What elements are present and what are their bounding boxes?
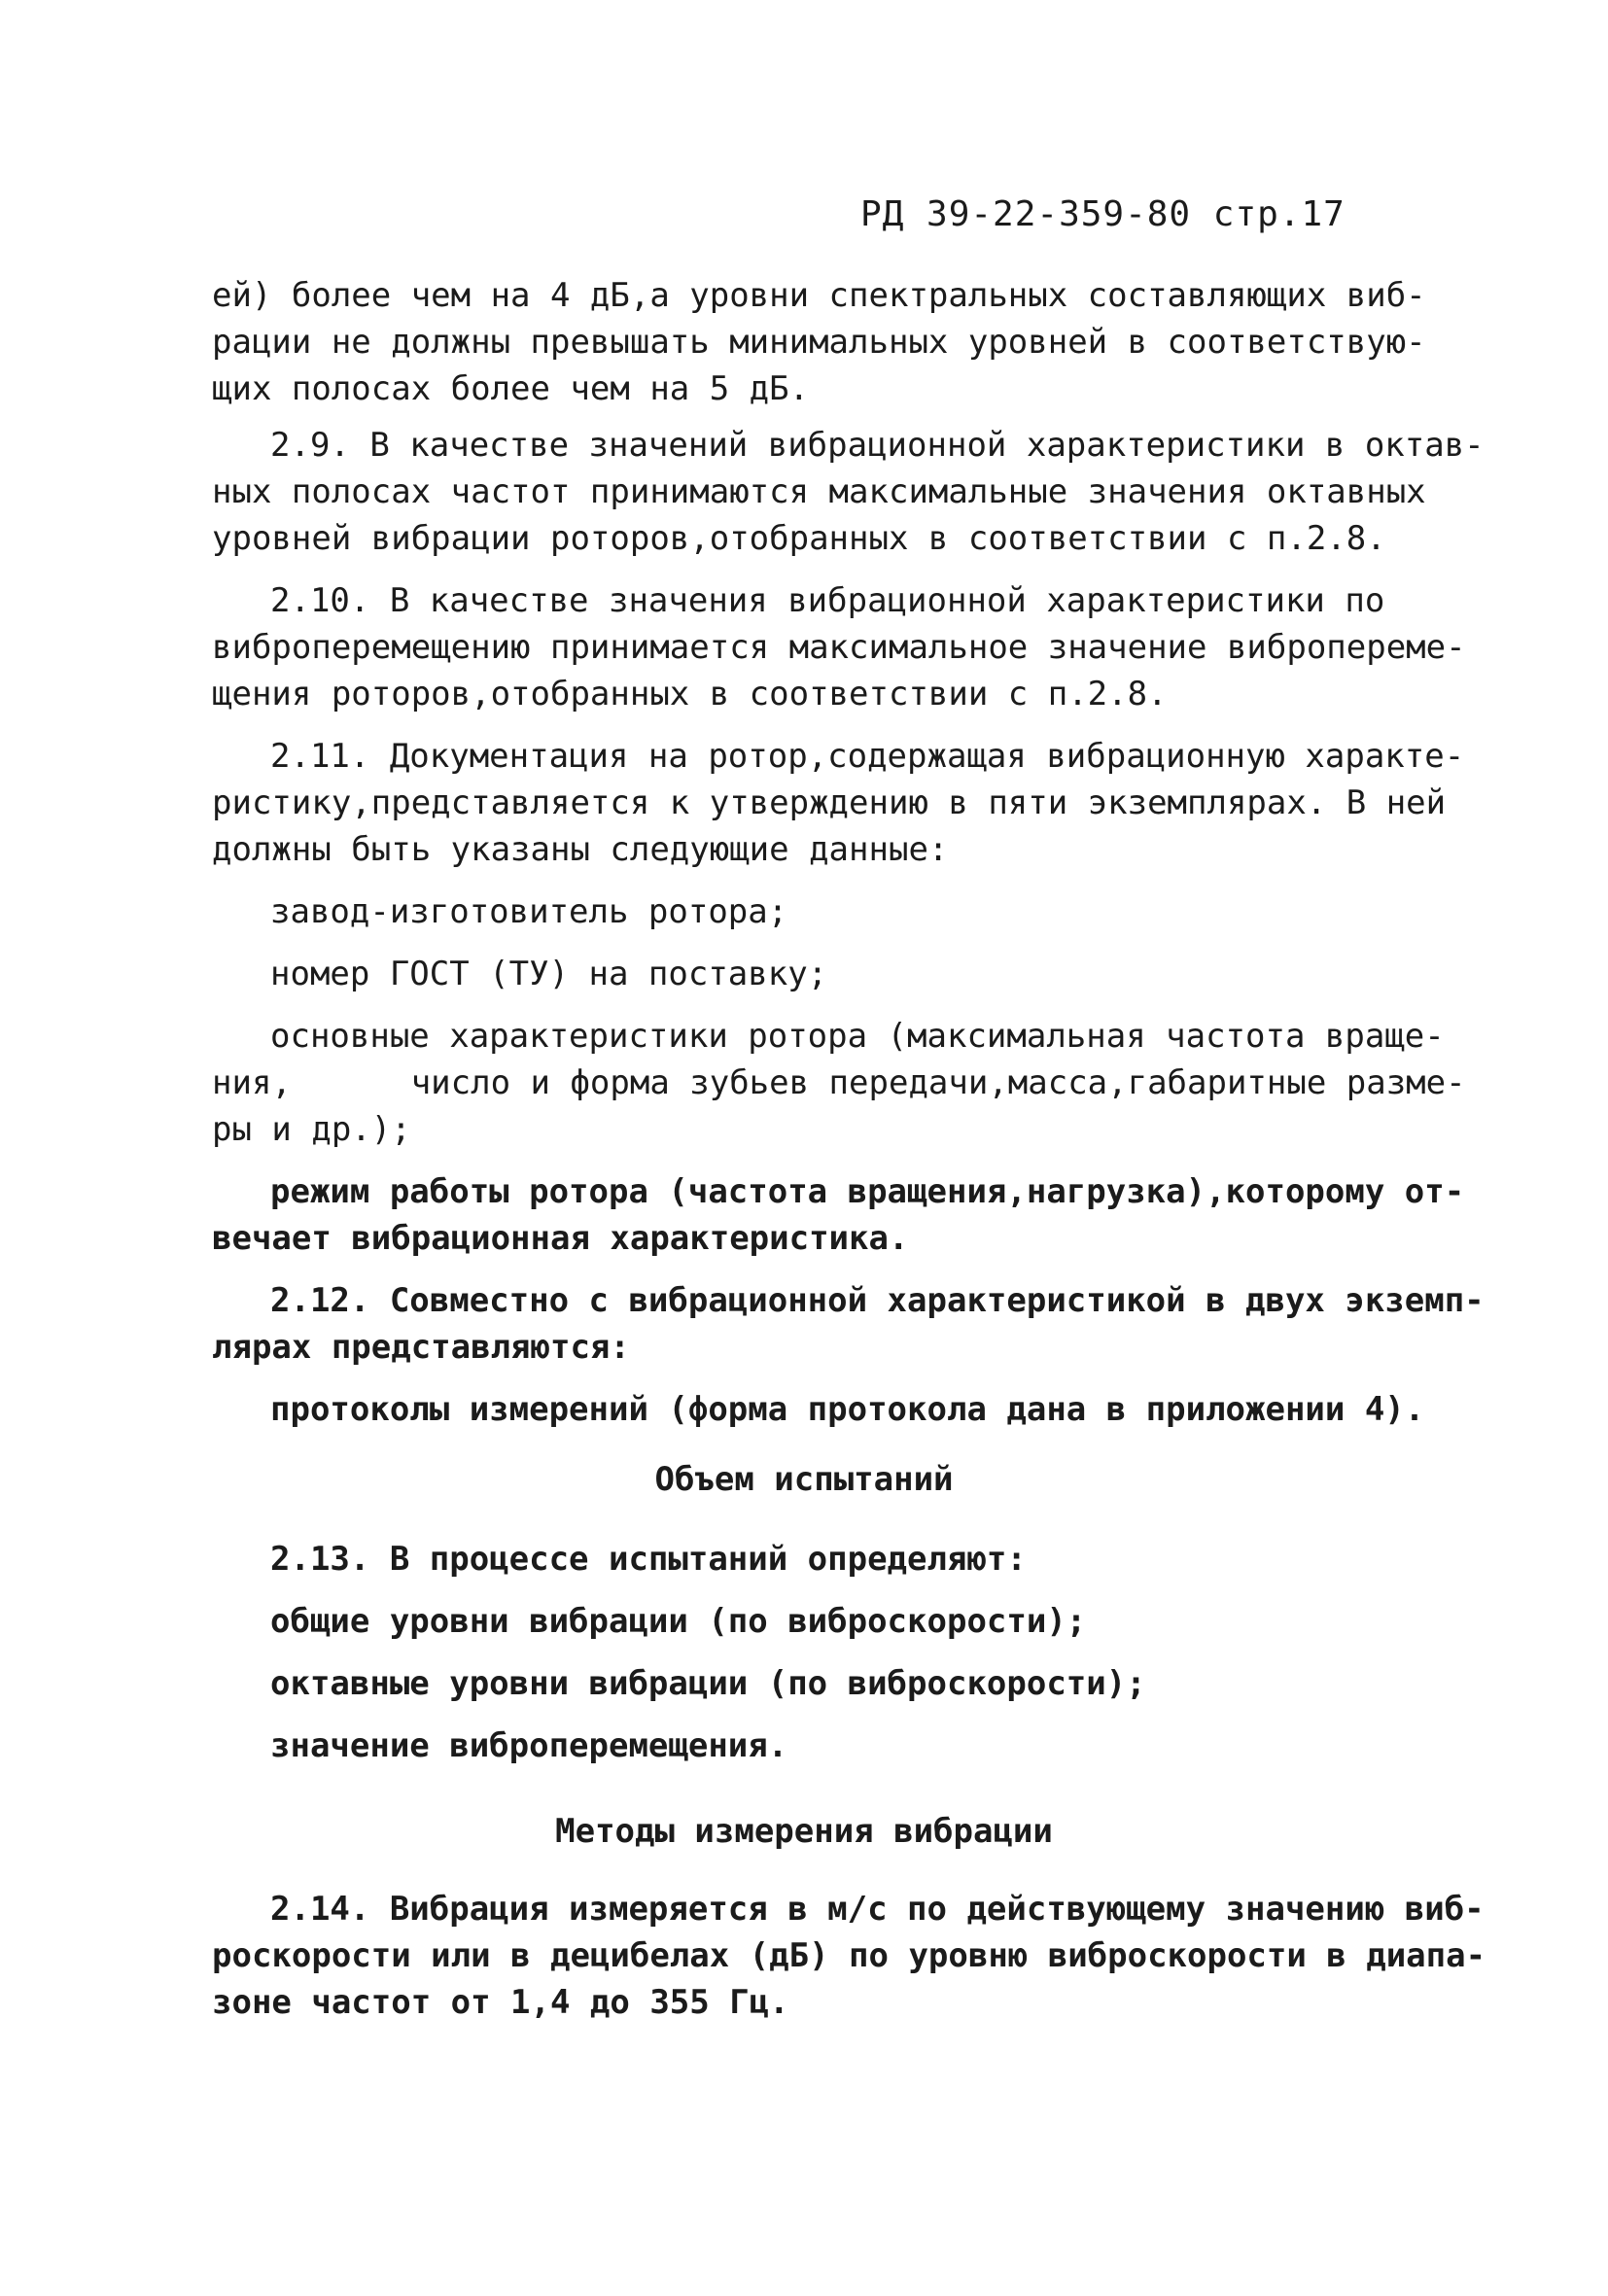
paragraph-2-11: 2.11. Документация на ротор,содержащая вибрационную характе- (270, 737, 1465, 776)
text-line: ния, число и форма зубьев передачи,масса,габаритные разме- (212, 1063, 1466, 1102)
text-line: ей) более чем на 4 дБ,а уровни спектральных составляющих виб- (212, 276, 1426, 315)
text-line: лярах представляются: (212, 1328, 630, 1367)
list-item: режим работы ротора (частота вращения,нагрузка),которому от- (270, 1172, 1465, 1211)
paragraph-2-12: 2.12. Совместно с вибрационной характеристикой в двух экземп- (270, 1281, 1485, 1320)
page-header: РД 39-22-359-80 стр.17 (860, 194, 1346, 234)
text-line: ных полосах частот принимаются максимальные значения октавных (212, 472, 1426, 511)
text-line: щих полосах более чем на 5 дБ. (212, 369, 810, 408)
paragraph-2-14: 2.14. Вибрация измеряется в м/с по действующему значению виб- (270, 1890, 1485, 1929)
list-item: основные характеристики ротора (максимальная частота враще- (270, 1017, 1445, 1056)
section-heading-test-scope: Объем испытаний (654, 1460, 954, 1499)
list-item: общие уровни вибрации (по виброскорости); (270, 1602, 1087, 1641)
text-line: ры и др.); (212, 1110, 411, 1149)
text-line: роскорости или в децибелах (дБ) по уровню виброскорости в диапа- (212, 1936, 1486, 1975)
text-line: вечает вибрационная характеристика. (212, 1219, 909, 1258)
list-item: номер ГОСТ (ТУ) на поставку; (270, 955, 828, 993)
paragraph-2-10: 2.10. В качестве значения вибрационной характеристики по (270, 581, 1385, 620)
list-item: завод-изготовитель ротора; (270, 892, 788, 931)
text-line: щения роторов,отобранных в соответствии с п.2.8. (212, 675, 1168, 713)
list-item: значение виброперемещения. (270, 1726, 788, 1765)
text-line: виброперемещению принимается максимальное значение вибропереме- (212, 628, 1466, 667)
text-line: уровней вибрации роторов,отобранных в соответствии с п.2.8. (212, 519, 1386, 558)
paragraph-2-9: 2.9. В качестве значений вибрационной характеристики в октав- (270, 426, 1485, 465)
text-line: ристику,представляется к утверждению в пяти экземплярах. В ней (212, 783, 1447, 822)
list-item: октавные уровни вибрации (по виброскорости); (270, 1664, 1146, 1703)
text-line: должны быть указаны следующие данные: (212, 830, 949, 869)
list-item: протоколы измерений (форма протокола дана в приложении 4). (270, 1390, 1425, 1429)
text-line: рации не должны превышать минимальных уровней в соответствую- (212, 323, 1426, 362)
paragraph-2-13: 2.13. В процессе испытаний определяют: (270, 1540, 1027, 1579)
section-heading-measurement-methods: Методы измерения вибрации (555, 1812, 1053, 1851)
text-line: зоне частот от 1,4 до 355 Гц. (212, 1983, 789, 2022)
